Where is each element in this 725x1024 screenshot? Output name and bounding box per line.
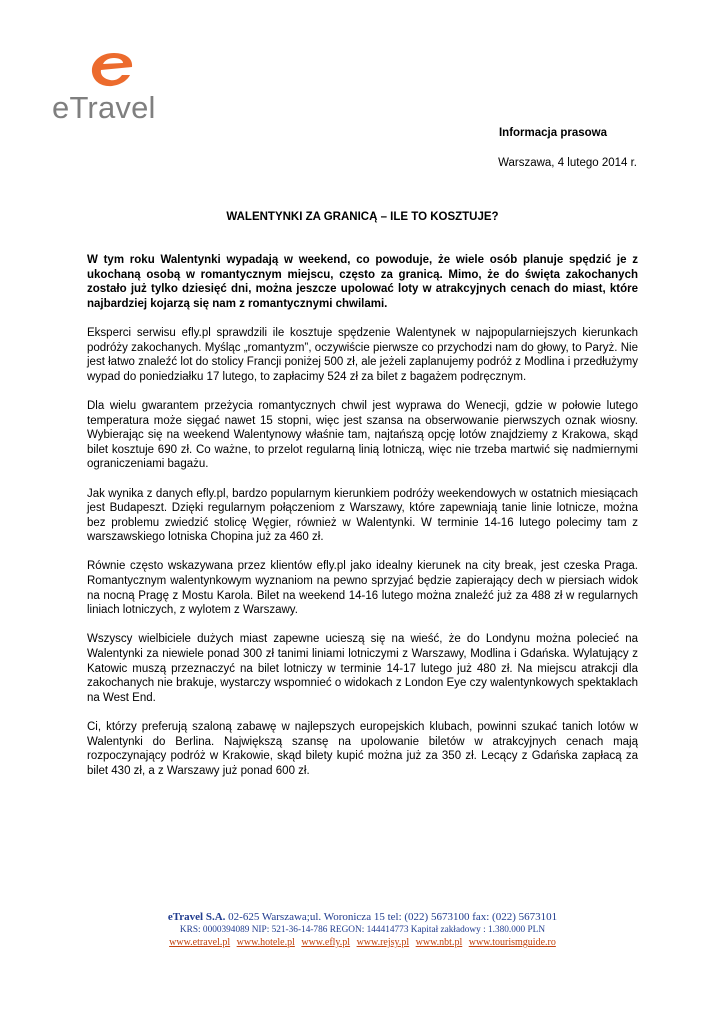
paragraph-berlin: Ci, którzy preferują szaloną zabawę w najlepszych europejskich klubach, powinni szukać tanich lotów w Walentynki do Berlina. Największą szansę na upolowanie biletów w atrakcyjnych cenach mają rozpoczynający podróż w Krakowie, skąd bilety kupić można już za 350 zł. Lecący z Gdańska zapłacą za bilet 430 zł, a z Warszawy już ponad 600 zł.	[87, 721, 638, 777]
footer-link-tourismguide[interactable]: www.tourismguide.ro	[468, 937, 556, 948]
paragraph-venice: Dla wielu gwarantem przeżycia romantycznych chwil jest wyprawa do Wenecji, gdzie w połowie lutego temperatura może sięgać nawet 15 stopni, więc jest szansa na obserwowanie pierwszych oznak wiosny. Wybierając się na weekend Walentynowy właśnie tam, najtańszą opcję lotów znajdziemy z Krakowa, skąd bilet kosztuje 690 zł. Co ważne, to przelot regularną linią lotniczą, więc nie trzeba martwić się nadmiernymi ograniczeniami bagażu.	[87, 399, 638, 471]
lead-paragraph: W tym roku Walentynki wypadają w weekend, co powoduje, że wiele osób planuje spędzić je z ukochaną osobą w romantycznym miejscu, często za granicą. Mimo, że do święta zakochanych zostało już tylko dziesięć dni, można jeszcze upolować loty w atrakcyjnych cenach do miast, które najbardziej kojarzą się nam z romantycznymi chwilami.	[87, 254, 638, 310]
footer-link-hotele[interactable]: www.hotele.pl	[236, 937, 295, 948]
footer-company-name: eTravel S.A.	[167, 911, 226, 923]
paragraph-budapest: Jak wynika z danych efly.pl, bardzo popularnym kierunkiem podróży weekendowych w ostatnich miesiącach jest Budapeszt. Dzięki regularnym połączeniom z Warszawy, które zapewniają tanie linie lotnicze, można bez problemu zwiedzić stolicę Węgier, również w Walentynki. W terminie 14-16 lutego polecimy tam z warszawskiego lotniska Chopina już za 460 zł.	[87, 487, 638, 544]
footer-link-efly[interactable]: www.efly.pl	[301, 937, 351, 948]
press-release-body	[87, 253, 638, 793]
paragraph-prague: Równie często wskazywana przez klientów efly.pl jako idealny kierunek na city break, jest czeska Praga. Romantycznym walentynkowym wyznaniom na pewno sprzyjać będzie zapierający dech w piersiach widok na nocną Pragę z Mostu Karola. Bilet na weekend 14-16 lutego można znaleźć już za 488 zł w regularnych liniach lotniczych, z wylotem z Warszawy.	[87, 560, 638, 617]
document-type: Informacja prasowa	[498, 127, 607, 139]
footer-link-etravel[interactable]: www.etravel.pl	[169, 937, 231, 948]
footer-address: 02-625 Warszawa;ul. Woronicza 15 tel: (022) 5673100 fax: (022) 5673101	[228, 911, 558, 923]
logo-wordmark: eTravel	[52, 90, 156, 125]
footer-registry: KRS: 0000394089 NIP: 521-36-14-786 REGON: 144414773 Kapitał zakładowy : 1.380.000 PLN	[179, 925, 546, 935]
footer-link-nbt[interactable]: www.nbt.pl	[415, 937, 463, 948]
paragraph-london: Wszyscy wielbiciele dużych miast zapewne ucieszą się na wieść, że do Londynu można polecieć na Walentynki za niewiele ponad 300 zł tanimi liniami lotniczymi z Warszawy, Modlina i Gdańska. Wylatujący z Katowic muszą przeznaczyć na bilet lotniczy w terminie 14-17 lutego już 480 zł. Na miejscu atrakcji dla zakochanych nie brakuje, wystarczy wspomnieć o widokach z London Eye czy walentynkowych spektaklach na West End.	[87, 633, 638, 704]
company-footer	[0, 910, 725, 949]
etravel-logo	[50, 50, 168, 128]
footer-link-rejsy[interactable]: www.rejsy.pl	[356, 937, 410, 948]
paragraph-paris: Eksperci serwisu efly.pl sprawdzili ile kosztuje spędzenie Walentynek w najpopularniejszych kierunkach podróży zakochanych. Myśląc „romantyzm”, oczywiście pierwsze co przychodzi nam do głowy, to Paryż. Nie jest łatwo znaleźć lot do stolicy Francji poniżej 500 zł, ale jeżeli zaplanujemy podróż z Modlina i przedłużymy wypad do poniedziałku 17 lutego, to zapłacimy 524 zł za bilet z bagażem podręcznym.	[87, 326, 638, 383]
etravel-e-logo-icon	[88, 50, 140, 90]
footer-address-line	[0, 910, 725, 924]
footer-links	[0, 936, 725, 949]
document-date: Warszawa, 4 lutego 2014 r.	[498, 157, 637, 169]
page-title: WALENTYNKI ZA GRANICĄ – ILE TO KOSZTUJE?	[226, 211, 499, 223]
